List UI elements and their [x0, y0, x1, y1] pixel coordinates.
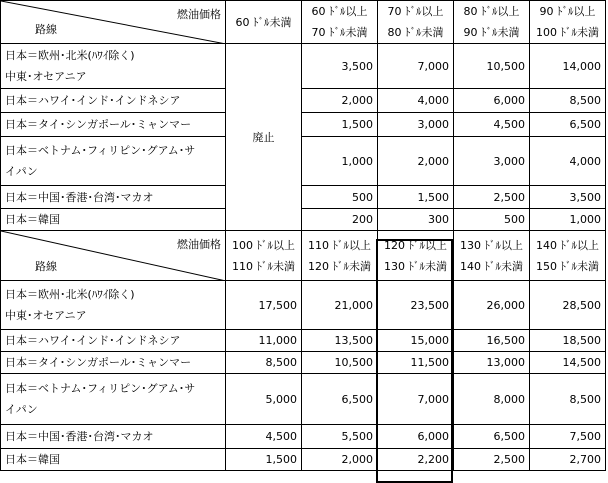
route-cell: 日本＝中国･香港･台湾･マカオ [1, 425, 226, 449]
value-cell: 8,500 [530, 374, 606, 425]
table2-header-col1: 100 ﾄﾞﾙ以上 110 ﾄﾞﾙ未満 [226, 231, 302, 281]
route-cell: 日本＝タイ･シンガポール･ミャンマー [1, 352, 226, 374]
table2-header-col4: 130 ﾄﾞﾙ以上 140 ﾄﾞﾙ未満 [454, 231, 530, 281]
value-cell: 1,500 [378, 186, 454, 209]
table2-header-row [1, 231, 606, 281]
value-cell: 26,000 [454, 281, 530, 330]
table1-header-col2: 60 ﾄﾞﾙ以上 70 ﾄﾞﾙ未満 [302, 1, 378, 44]
value-cell: 11,000 [226, 330, 302, 352]
value-cell: 8,500 [226, 352, 302, 374]
value-cell: 4,000 [530, 137, 606, 186]
value-cell: 500 [454, 209, 530, 231]
route-cell: 日本＝欧州･北米(ﾊﾜｲ除く) 中東･オセアニア [1, 281, 226, 330]
value-cell: 3,500 [302, 44, 378, 89]
table2-header-col2: 110 ﾄﾞﾙ以上 120 ﾄﾞﾙ未満 [302, 231, 378, 281]
abolished-cell: 廃止 [226, 44, 302, 231]
value-cell: 500 [302, 186, 378, 209]
value-cell: 8,000 [454, 374, 530, 425]
value-cell: 2,000 [302, 89, 378, 113]
value-cell: 8,500 [530, 89, 606, 113]
value-cell: 14,500 [530, 352, 606, 374]
fuel-price-label: 燃油価格 [177, 238, 221, 251]
table1-header-col3: 70 ﾄﾞﾙ以上 80 ﾄﾞﾙ未満 [378, 1, 454, 44]
value-cell: 2,200 [378, 449, 454, 471]
route-label: 路線 [35, 23, 57, 36]
route-cell: 日本＝韓国 [1, 209, 226, 231]
value-cell: 2,500 [454, 449, 530, 471]
route-cell: 日本＝ベトナム･フィリピン･グアム･サ イパン [1, 374, 226, 425]
value-cell: 6,000 [378, 425, 454, 449]
route-cell: 日本＝ハワイ･インド･インドネシア [1, 89, 226, 113]
value-cell: 6,500 [454, 425, 530, 449]
value-cell: 7,000 [378, 374, 454, 425]
route-label: 路線 [35, 260, 57, 273]
value-cell: 16,500 [454, 330, 530, 352]
value-cell: 4,500 [226, 425, 302, 449]
table1-header-col5: 90 ﾄﾞﾙ以上 100 ﾄﾞﾙ未満 [530, 1, 606, 44]
value-cell: 18,500 [530, 330, 606, 352]
value-cell: 23,500 [378, 281, 454, 330]
value-cell: 2,500 [454, 186, 530, 209]
fuel-price-label: 燃油価格 [177, 8, 221, 21]
value-cell: 2,000 [378, 137, 454, 186]
value-cell: 6,000 [454, 89, 530, 113]
value-cell: 2,700 [530, 449, 606, 471]
route-cell: 日本＝ベトナム･フィリピン･グアム･サ イパン [1, 137, 226, 186]
value-cell: 7,500 [530, 425, 606, 449]
value-cell: 1,000 [530, 209, 606, 231]
table2-header-col3: 120 ﾄﾞﾙ以上 130 ﾄﾞﾙ未満 [378, 231, 454, 281]
value-cell: 6,500 [530, 113, 606, 137]
table2-corner [1, 231, 226, 281]
value-cell: 1,500 [226, 449, 302, 471]
value-cell: 13,500 [302, 330, 378, 352]
route-cell: 日本＝欧州･北米(ﾊﾜｲ除く) 中東･オセアニア [1, 44, 226, 89]
route-cell: 日本＝中国･香港･台湾･マカオ [1, 186, 226, 209]
value-cell: 200 [302, 209, 378, 231]
value-cell: 1,500 [302, 113, 378, 137]
table-row [1, 449, 606, 471]
table-row [1, 281, 606, 330]
route-cell: 日本＝タイ･シンガポール･ミャンマー [1, 113, 226, 137]
table-row [1, 352, 606, 374]
value-cell: 2,000 [302, 449, 378, 471]
route-cell: 日本＝韓国 [1, 449, 226, 471]
value-cell: 4,500 [454, 113, 530, 137]
value-cell: 21,000 [302, 281, 378, 330]
table-row [1, 209, 606, 231]
value-cell: 3,500 [530, 186, 606, 209]
table-row [1, 374, 606, 425]
value-cell: 5,000 [226, 374, 302, 425]
value-cell: 300 [378, 209, 454, 231]
value-cell: 14,000 [530, 44, 606, 89]
value-cell: 4,000 [378, 89, 454, 113]
value-cell: 10,500 [302, 352, 378, 374]
value-cell: 3,000 [454, 137, 530, 186]
table1-corner [1, 1, 226, 44]
table-row [1, 330, 606, 352]
table1-header-col1: 60 ﾄﾞﾙ未満 [226, 1, 302, 44]
value-cell: 15,000 [378, 330, 454, 352]
value-cell: 13,000 [454, 352, 530, 374]
route-cell: 日本＝ハワイ･インド･インドネシア [1, 330, 226, 352]
value-cell: 7,000 [378, 44, 454, 89]
value-cell: 5,500 [302, 425, 378, 449]
value-cell: 17,500 [226, 281, 302, 330]
table-row [1, 44, 606, 89]
value-cell: 11,500 [378, 352, 454, 374]
value-cell: 10,500 [454, 44, 530, 89]
table-row [1, 425, 606, 449]
table2-header-col5: 140 ﾄﾞﾙ以上 150 ﾄﾞﾙ未満 [530, 231, 606, 281]
table-row [1, 89, 606, 113]
table1-header-row [1, 1, 606, 44]
table1-header-col4: 80 ﾄﾞﾙ以上 90 ﾄﾞﾙ未満 [454, 1, 530, 44]
value-cell: 6,500 [302, 374, 378, 425]
value-cell: 3,000 [378, 113, 454, 137]
value-cell: 28,500 [530, 281, 606, 330]
table-row [1, 137, 606, 186]
table-row [1, 186, 606, 209]
value-cell: 1,000 [302, 137, 378, 186]
table-row [1, 113, 606, 137]
